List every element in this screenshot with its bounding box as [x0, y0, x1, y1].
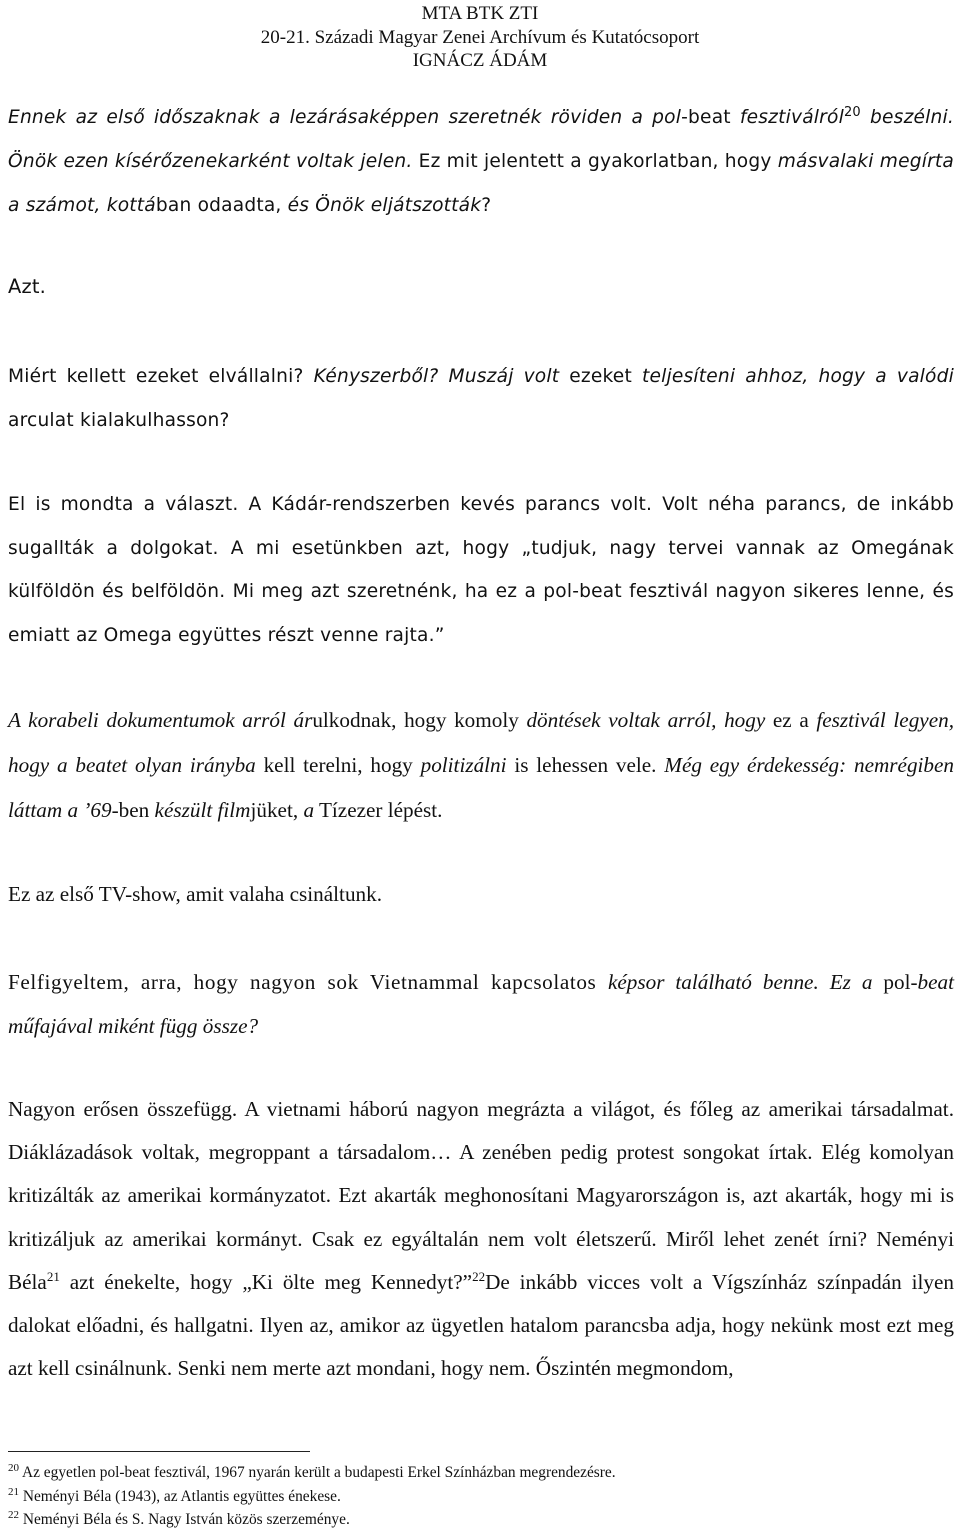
footnote-ref-21[interactable]: 21: [46, 1268, 60, 1284]
header-institution: MTA BTK ZTI: [421, 3, 539, 24]
answer-paragraph-3: Ez az első TV-show, amit valaha csináltunk.: [8, 882, 383, 906]
footnote-ref-20[interactable]: 20: [843, 104, 861, 120]
footnote-divider: [8, 1451, 310, 1452]
footnote-22: $^{22}$ Neményi Béla és S. Nagy István közös szerzeménye.: [8, 1508, 350, 1528]
answer-paragraph-1: Azt.: [8, 275, 47, 298]
header-author: IGNÁCZ ÁDÁM: [412, 50, 548, 71]
header-archive: 20-21. Századi Magyar Zenei Archívum és Kutatócsoport: [260, 26, 700, 48]
question-paragraph-2: Miért kellett ezeket elvállalni? Kényszerből? Muszáj volt ezeket teljesíteni ahhoz, hogy a valódi arculat kialakulhasson?: [8, 366, 954, 431]
answer-paragraph-4: Nagyon erősen összefügg. A vietnami háború nagyon megrázta a világot, és főleg az amerikai társadalmat. Diáklázadások voltak, megroppant a társadalom… A zenében pedig protest songokat írtak. Elég komolyan kritizálták az amerikai kormányzatot. Ezt akarták meghonosítani Magyarországon is, azt akarták, hogy mi is kritizáljuk az amerikai kormányt. Csak ez egyáltalán nem volt életszerű. Miről lehet zenét írni? Neményi Béla$^{21}$ azt énekelte, hogy „Ki ölte meg Kennedyt?”$^{22}$De inkább vicces volt a Vígszínház színpadán ilyen dalokat előadni, és hallgatni. Ilyen az, amikor az ügyetlen hatalom parancsba adja, hogy nekünk most ezt meg azt kell csinálnunk. Senki nem merte azt mondani, hogy nem. Őszintén megmondom,: [8, 1097, 955, 1381]
answer-paragraph-2: El is mondta a választ. A Kádár-rendszerben kevés parancs volt. Volt néha parancs, de inkább sugallták a dolgokat. A mi esetünkben azt, hogy „tudjuk, nagy tervei vannak az Omegának külföldön és belföldön. Mi meg azt szeretnénk, ha ez a pol-beat fesztivál nagyon sikeres lenne, és emiatt az Omega együttes részt venne rajta.”: [8, 494, 954, 646]
question-paragraph-1: Ennek az első időszaknak a lezárásaképpen szeretnék röviden a pol-beat fesztiválról$^{20}$ beszélni. Önök ezen kísérőzenekarként voltak jelen. Ez mit jelentett a gyakorlatban, hogy másvalaki megírta a számot, kottában odaadta, és Önök eljátszották?: [8, 104, 955, 216]
footnote-20: $^{20}$ Az egyetlen pol-beat fesztivál, 1967 nyarán került a budapesti Erkel Színházban megrendezésre.: [8, 1461, 616, 1481]
page-header: [0, 0, 960, 73]
question-paragraph-3: A korabeli dokumentumok arról árulkodnak, hogy komoly döntések voltak arról, hogy ez a fesztivál legyen, hogy a beatet olyan irányba kell terelni, hogy politizálni is lehessen vele. Még egy érdekesség: nemrégiben láttam a ’69-ben készült filmjüket, a Tízezer lépést.: [8, 708, 955, 822]
footnote-ref-22[interactable]: 22: [472, 1268, 486, 1284]
footnote-21: $^{21}$ Neményi Béla (1943), az Atlantis együttes énekese.: [8, 1485, 341, 1505]
question-paragraph-4: Felfigyeltem, arra, hogy nagyon sok Vietnammal kapcsolatos képsor található benne. Ez a pol-beat műfajával miként függ össze?: [8, 970, 955, 1038]
